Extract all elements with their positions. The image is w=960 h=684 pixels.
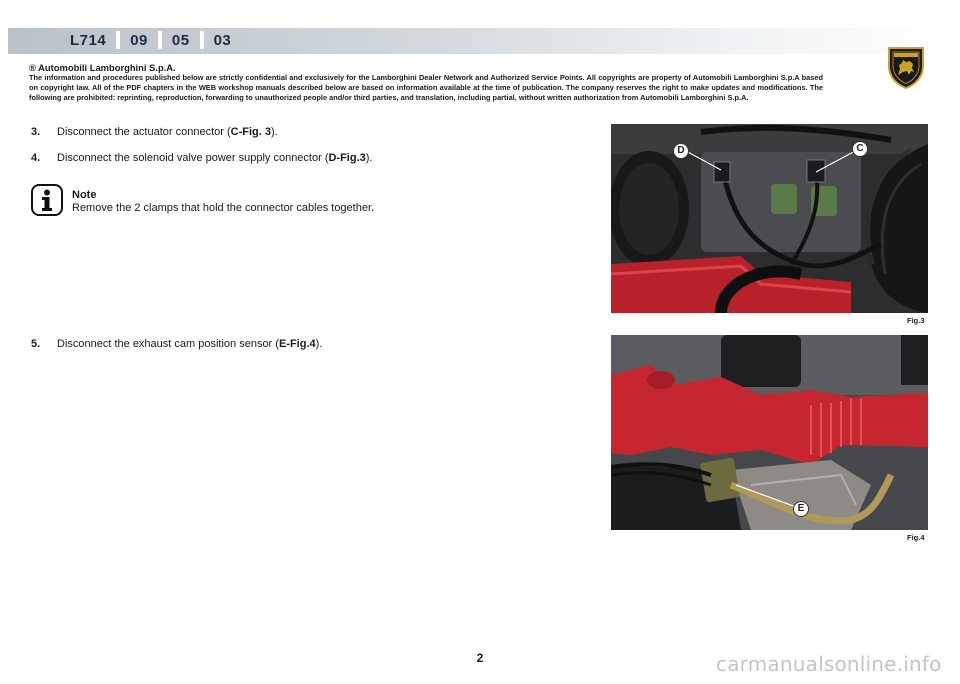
step-3 (31, 126, 278, 138)
callout-e: E (793, 501, 809, 517)
step-4 (31, 152, 373, 164)
note-title: Note (72, 189, 97, 201)
step-text: Disconnect the exhaust cam position sensor ( (57, 338, 279, 350)
watermark: carmanualsonline.info (716, 652, 942, 676)
figure-4-label: Fig.4 (907, 533, 925, 542)
note-text: Remove the 2 clamps that hold the connector cables together. (72, 202, 375, 214)
figure-3-photo (611, 124, 928, 313)
step-text-end: ). (271, 126, 278, 138)
figure-reference: C-Fig. 3 (230, 126, 271, 138)
step-text-end: ). (365, 152, 373, 164)
step-number: 4. (31, 152, 41, 164)
page-number: 2 (476, 651, 484, 665)
code-section: 03 (213, 31, 232, 49)
step-number: 3. (31, 126, 41, 138)
code-group: 09 (130, 31, 148, 49)
document-codes (70, 31, 241, 49)
lamborghini-shield-logo (886, 44, 926, 90)
note-block (72, 189, 374, 215)
figure-reference: E-Fig.4 (278, 338, 316, 350)
callout-d: D (673, 143, 689, 159)
step-number: 5. (31, 338, 41, 350)
step-text-end: ). (315, 338, 323, 350)
code-model: L714 (70, 31, 107, 49)
step-text: Disconnect the actuator connector ( (57, 126, 231, 138)
figure-4-photo (611, 335, 928, 530)
step-text: Disconnect the solenoid valve power supply connector ( (57, 152, 329, 164)
legal-notice (29, 62, 823, 103)
callout-c: C (852, 141, 868, 157)
legal-title: ® Automobili Lamborghini S.p.A. (29, 62, 176, 73)
step-5 (31, 338, 322, 350)
figure-3-label: Fig.3 (907, 316, 925, 325)
code-subgroup: 05 (171, 31, 190, 49)
legal-body: The information and procedures published below are strictly confidential and exclusively for the Lamborghini Dealer Network and Authorized Service Points. All copyrights are property of Automobili Lamborghini S.p.A based on copyright law. All of the PDF chapters in the WEB workshop manuals described below are based on information available at the time of publication. The company reserves the right to make updates and modifications. The following are prohibited: reprinting, reproduction, forwarding to unauthorized people and/or third parties, and translation, including partial, without written authorization from Automobili Lamborghini S.p.A. (29, 73, 823, 102)
figure-reference: D-Fig.3 (328, 152, 366, 164)
info-icon (31, 184, 63, 216)
